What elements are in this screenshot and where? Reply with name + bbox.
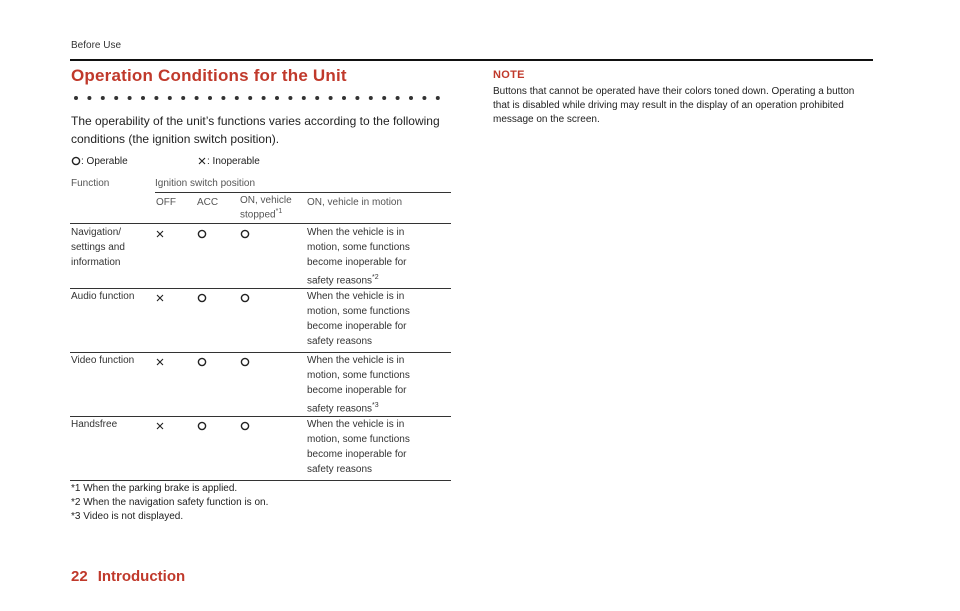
status-acc [197,419,207,434]
intro-paragraph: The operability of the unit’s functions varies according to the following conditions (the ignition switch position). [71,114,440,146]
inoperable-cross-icon [155,229,165,239]
footnote-1: *1 When the parking brake is applied. [71,483,238,494]
table-row [70,225,451,289]
table-row [70,353,451,417]
motion-condition-line: become inoperable for [307,385,407,396]
status-acc [197,355,207,370]
function-name [71,417,117,432]
function-name-line: Audio function [71,291,135,302]
header-function: Function [71,178,110,189]
function-name [71,225,125,270]
motion-condition-line: become inoperable for [307,257,407,268]
status-acc [197,291,207,306]
footnote-ref: *2 [372,274,379,281]
header-bottom-rule [70,223,451,224]
footnote-2: *2 When the navigation safety function is on. [71,497,269,508]
note-title: NOTE [493,69,525,81]
motion-condition [307,289,410,349]
status-off [155,419,165,434]
motion-condition-line: become inoperable for [307,449,407,460]
header-on-stopped-line1: ON, vehicle [240,195,292,206]
header-rule [70,59,873,61]
motion-condition-line: When the vehicle is in [307,227,405,238]
motion-condition-line: motion, some functions [307,242,410,253]
header-on-stopped [240,195,292,220]
status-on-stopped [240,419,250,434]
motion-condition-line: safety reasons$^{*3}$ [307,402,379,415]
motion-condition-line: When the vehicle is in [307,419,405,430]
section-label: Before Use [71,40,122,51]
header-on-stopped-line2: stopped [240,209,276,221]
operable-circle-icon [197,357,207,367]
page-number: 22 [71,568,88,585]
inoperable-cross-icon [155,293,165,303]
legend-inoperable-label: : Inoperable [207,156,260,167]
operable-circle-icon [197,293,207,303]
operable-circle-icon [197,421,207,431]
inoperable-cross-icon [197,156,207,166]
status-on-stopped [240,291,250,306]
operable-circle-icon [240,229,250,239]
function-name-line: Video function [71,355,135,366]
status-off [155,291,165,306]
motion-condition-line: When the vehicle is in [307,355,405,366]
dotted-divider [73,95,445,101]
table-row [70,417,451,481]
footnote-ref: *3 [372,402,379,409]
header-ignition: Ignition switch position [155,178,256,189]
motion-condition-line: safety reasons$^{*2}$ [307,274,379,287]
page-title: Operation Conditions for the Unit [71,66,347,85]
note-body: Buttons that cannot be operated have their colors toned down. Operating a button that is disabled while driving may result in the display of an operation prohibited message on the screen. [493,86,855,125]
operable-circle-icon [240,293,250,303]
motion-condition-line: safety reasons [307,464,373,475]
status-on-stopped [240,355,250,370]
row-rule [70,480,451,481]
motion-condition [307,417,410,477]
operable-circle-icon [240,421,250,431]
header-on-motion: ON, vehicle in motion [307,197,403,208]
inoperable-cross-icon [155,421,165,431]
footnotes [71,482,268,524]
function-name-line: Handsfree [71,419,118,430]
table-row [70,289,451,353]
status-on-stopped [240,227,250,242]
page-footer [71,568,185,585]
footnote-3: *3 Video is not displayed. [71,511,184,522]
inoperable-cross-icon [155,357,165,367]
function-name [71,289,134,304]
legend-operable [71,156,128,167]
footnote-ref-1: *1 [275,208,283,215]
motion-condition-line: motion, some functions [307,306,410,317]
function-name [71,353,134,368]
motion-condition [307,353,410,416]
operable-circle-icon [197,229,207,239]
motion-condition [307,225,410,288]
motion-condition-line: safety reasons [307,336,373,347]
legend-operable-label: : Operable [81,156,128,167]
function-name-line: settings and [71,242,125,253]
motion-condition-line: motion, some functions [307,370,410,381]
status-acc [197,227,207,242]
chapter-title: Introduction [97,568,186,585]
operable-circle-icon [71,156,81,166]
motion-condition-line: motion, some functions [307,434,410,445]
status-off [155,227,165,242]
header-off: OFF [156,197,176,208]
header-sub-rule [155,192,451,193]
motion-condition-line: When the vehicle is in [307,291,405,302]
legend-inoperable [197,156,260,167]
motion-condition-line: become inoperable for [307,321,407,332]
operable-circle-icon [240,357,250,367]
function-name-line: Navigation/ [71,227,122,238]
status-off [155,355,165,370]
function-name-line: information [71,257,121,268]
header-acc: ACC [197,197,219,208]
